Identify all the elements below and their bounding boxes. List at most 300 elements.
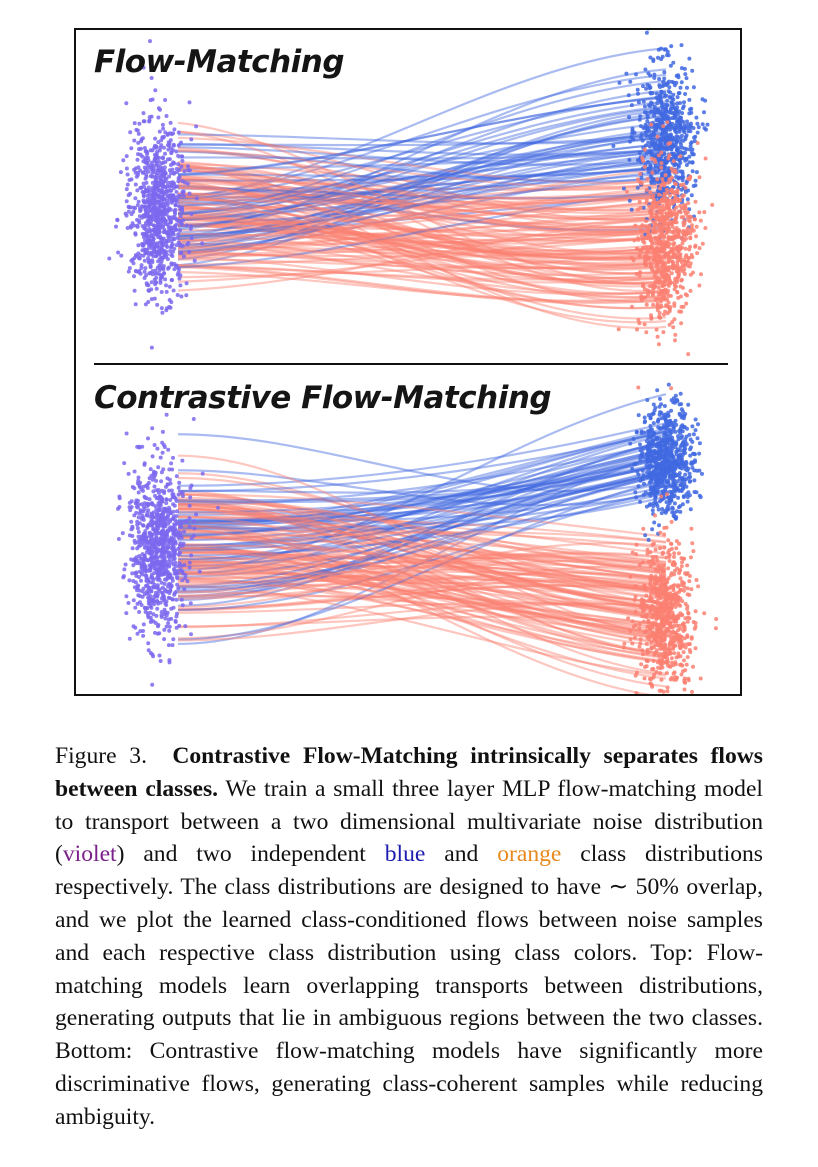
orange-class-point xyxy=(638,622,642,626)
noise-point xyxy=(150,683,154,687)
blue-class-point xyxy=(666,133,670,137)
noise-point xyxy=(155,447,159,451)
blue-class-point xyxy=(686,403,690,407)
blue-class-point xyxy=(655,101,659,105)
panel-title-flow-matching: Flow-Matching xyxy=(94,44,345,80)
blue-class-point xyxy=(679,86,683,90)
noise-point xyxy=(119,170,123,174)
orange-class-point xyxy=(645,288,649,292)
blue-class-point xyxy=(658,96,662,100)
orange-class-point xyxy=(617,327,621,331)
blue-class-point xyxy=(643,420,647,424)
noise-point xyxy=(162,220,166,224)
orange-class-point xyxy=(677,641,681,645)
noise-point xyxy=(175,509,179,513)
noise-point xyxy=(126,183,130,187)
orange-class-point xyxy=(689,231,693,235)
orange-class-point xyxy=(681,286,685,290)
noise-point xyxy=(134,561,138,565)
noise-point xyxy=(165,184,169,188)
noise-point xyxy=(162,489,166,493)
noise-point xyxy=(168,285,172,289)
orange-class-point xyxy=(643,255,647,259)
blue-class-point xyxy=(640,476,644,480)
noise-point xyxy=(144,149,148,153)
orange-class-point xyxy=(659,166,663,170)
blue-class-point xyxy=(678,115,682,119)
noise-point xyxy=(153,556,157,560)
blue-class-point xyxy=(698,441,702,445)
blue-class-point xyxy=(655,463,659,467)
orange-class-point xyxy=(670,271,674,275)
orange-class-point xyxy=(686,655,690,659)
blue-class-point xyxy=(630,131,634,135)
noise-point xyxy=(176,232,180,236)
orange-class-point xyxy=(687,593,691,597)
orange-class-point xyxy=(686,352,690,356)
orange-class-point xyxy=(693,627,697,631)
orange-class-point xyxy=(693,217,697,221)
orange-class-point xyxy=(681,669,685,673)
noise-point xyxy=(158,561,162,565)
blue-class-point xyxy=(682,425,686,429)
noise-point xyxy=(159,279,163,283)
noise-point xyxy=(144,576,148,580)
orange-class-point xyxy=(679,588,683,592)
noise-point xyxy=(146,596,150,600)
noise-point xyxy=(153,88,157,92)
noise-point xyxy=(136,585,140,589)
blue-class-point xyxy=(669,462,673,466)
blue-class-point xyxy=(690,466,694,470)
noise-point xyxy=(180,154,184,158)
blue-class-point xyxy=(685,120,689,124)
noise-point xyxy=(166,132,170,136)
orange-class-point xyxy=(650,589,654,593)
orange-class-point xyxy=(674,182,678,186)
noise-point xyxy=(183,576,187,580)
noise-point xyxy=(137,491,141,495)
blue-class-point xyxy=(655,388,659,392)
blue-class-point xyxy=(659,473,663,477)
orange-class-point xyxy=(654,204,658,208)
orange-class-point xyxy=(689,527,693,531)
blue-class-point xyxy=(678,466,682,470)
orange-class-point xyxy=(645,303,649,307)
blue-class-point xyxy=(665,99,669,103)
blue-class-point xyxy=(637,100,641,104)
noise-point xyxy=(137,535,141,539)
orange-class-point xyxy=(695,225,699,229)
blue-class-point xyxy=(667,171,671,175)
orange-class-point xyxy=(636,386,640,390)
orange-class-point xyxy=(634,674,638,678)
blue-class-point xyxy=(658,405,662,409)
orange-class-point xyxy=(644,219,648,223)
orange-class-point xyxy=(662,624,666,628)
noise-point xyxy=(166,538,170,542)
noise-point xyxy=(121,531,125,535)
noise-point xyxy=(150,598,154,602)
orange-class-point xyxy=(673,644,677,648)
noise-point xyxy=(137,515,141,519)
orange-class-point xyxy=(667,548,671,552)
noise-point xyxy=(182,587,186,591)
orange-class-point xyxy=(653,222,657,226)
caption-text-3: and xyxy=(425,841,498,868)
noise-point xyxy=(147,227,151,231)
blue-class-point xyxy=(628,140,632,144)
blue-class-point xyxy=(695,170,699,174)
orange-class-point xyxy=(685,663,689,667)
blue-class-point xyxy=(669,44,673,48)
noise-point xyxy=(162,229,166,233)
orange-class-point xyxy=(682,585,686,589)
blue-class-point xyxy=(683,437,687,441)
noise-point xyxy=(181,603,185,607)
noise-point xyxy=(145,200,149,204)
noise-point xyxy=(145,214,149,218)
noise-point xyxy=(117,537,121,541)
noise-point xyxy=(216,506,220,510)
noise-point xyxy=(163,250,167,254)
orange-class-point xyxy=(657,153,661,157)
blue-class-point xyxy=(659,90,663,94)
orange-class-point xyxy=(676,296,680,300)
orange-class-point xyxy=(662,546,666,550)
blue-class-point xyxy=(658,397,662,401)
noise-point xyxy=(178,229,182,233)
noise-point xyxy=(149,563,153,567)
orange-class-point xyxy=(643,295,647,299)
orange-class-point xyxy=(690,635,694,639)
noise-point xyxy=(155,524,159,528)
orange-class-point xyxy=(630,305,634,309)
noise-point xyxy=(201,472,205,476)
blue-class-point xyxy=(627,158,631,162)
orange-class-point xyxy=(702,611,706,615)
noise-point xyxy=(182,255,186,259)
orange-class-point xyxy=(649,677,653,681)
noise-point xyxy=(139,253,143,257)
orange-class-point xyxy=(697,284,701,288)
orange-class-point xyxy=(661,569,665,573)
blue-class-point xyxy=(663,110,667,114)
orange-class-point xyxy=(656,623,660,627)
noise-point xyxy=(182,169,186,173)
orange-class-point xyxy=(656,666,660,670)
noise-point xyxy=(188,561,192,565)
orange-class-point xyxy=(655,577,659,581)
blue-class-point xyxy=(677,120,681,124)
orange-class-point xyxy=(661,552,665,556)
orange-class-point xyxy=(687,579,691,583)
noise-point xyxy=(181,494,185,498)
noise-point xyxy=(147,259,151,263)
orange-class-point xyxy=(655,135,659,139)
orange-class-point xyxy=(643,630,647,634)
blue-class-point xyxy=(653,111,657,115)
orange-class-point xyxy=(658,629,662,633)
blue-class-point xyxy=(686,500,690,504)
noise-point xyxy=(175,243,179,247)
orange-class-point xyxy=(638,200,642,204)
noise-point xyxy=(152,206,156,210)
noise-point xyxy=(125,154,129,158)
blue-class-point xyxy=(646,114,650,118)
blue-class-point xyxy=(669,453,673,457)
blue-class-point xyxy=(656,144,660,148)
orange-class-point xyxy=(622,646,626,650)
orange-class-point xyxy=(642,620,646,624)
blue-class-point xyxy=(684,135,688,139)
blue-class-point xyxy=(685,461,689,465)
blue-class-point xyxy=(671,507,675,511)
blue-class-point xyxy=(631,137,635,141)
orange-class-point xyxy=(654,230,658,234)
blue-class-point xyxy=(685,76,689,80)
blue-class-point xyxy=(673,137,677,141)
noise-point xyxy=(171,502,175,506)
orange-class-point xyxy=(644,330,648,334)
noise-point xyxy=(149,606,153,610)
orange-class-point xyxy=(648,224,652,228)
orange-class-point xyxy=(652,542,656,546)
orange-class-point xyxy=(641,609,645,613)
noise-point xyxy=(180,536,184,540)
orange-class-point xyxy=(670,571,674,575)
noise-point xyxy=(176,293,180,297)
blue-class-point xyxy=(686,490,690,494)
orange-class-point xyxy=(696,141,700,145)
noise-point xyxy=(137,147,141,151)
noise-point xyxy=(138,570,142,574)
orange-class-point xyxy=(672,555,676,559)
noise-point xyxy=(172,593,176,597)
blue-class-point xyxy=(649,416,653,420)
orange-class-point xyxy=(680,564,684,568)
orange-class-point xyxy=(650,171,654,175)
blue-class-point xyxy=(692,478,696,482)
orange-class-point xyxy=(662,234,666,238)
blue-class-point xyxy=(659,101,663,105)
noise-point xyxy=(149,521,153,525)
orange-class-point xyxy=(665,587,669,591)
noise-point xyxy=(159,169,163,173)
noise-point xyxy=(158,578,162,582)
blue-class-point xyxy=(678,130,682,134)
blue-class-point xyxy=(667,89,671,93)
noise-point xyxy=(158,130,162,134)
orange-class-point xyxy=(660,260,664,264)
blue-class-point xyxy=(644,87,648,91)
noise-point xyxy=(179,251,183,255)
blue-class-point xyxy=(690,424,694,428)
orange-class-point xyxy=(659,209,663,213)
noise-point xyxy=(186,168,190,172)
orange-class-point xyxy=(662,611,666,615)
orange-class-point xyxy=(622,642,626,646)
orange-class-point xyxy=(658,546,662,550)
noise-point xyxy=(148,115,152,119)
orange-class-point xyxy=(666,620,670,624)
noise-point xyxy=(171,543,175,547)
orange-class-point xyxy=(673,660,677,664)
blue-class-point xyxy=(652,492,656,496)
orange-class-point xyxy=(680,215,684,219)
noise-point xyxy=(136,225,140,229)
noise-point xyxy=(132,624,136,628)
orange-class-point xyxy=(641,598,645,602)
noise-point xyxy=(170,492,174,496)
orange-class-point xyxy=(681,270,685,274)
orange-class-point xyxy=(664,582,668,586)
noise-point xyxy=(174,620,178,624)
orange-class-point xyxy=(684,302,688,306)
noise-point xyxy=(140,204,144,208)
noise-point xyxy=(124,611,128,615)
orange-class-point xyxy=(679,654,683,658)
blue-class-point xyxy=(677,163,681,167)
noise-point xyxy=(171,579,175,583)
noise-point xyxy=(174,217,178,221)
orange-class-point xyxy=(652,226,656,230)
orange-class-point xyxy=(686,571,690,575)
orange-class-point xyxy=(661,620,665,624)
noise-point xyxy=(180,520,184,524)
orange-class-point xyxy=(671,584,675,588)
orange-class-point xyxy=(641,527,645,531)
noise-point xyxy=(132,139,136,143)
blue-class-point xyxy=(690,193,694,197)
noise-point xyxy=(172,144,176,148)
orange-class-point xyxy=(659,641,663,645)
orange-class-point xyxy=(657,342,661,346)
noise-point xyxy=(158,542,162,546)
noise-point xyxy=(134,580,138,584)
orange-class-point xyxy=(629,637,633,641)
orange-class-point xyxy=(677,210,681,214)
orange-class-point xyxy=(655,640,659,644)
noise-point xyxy=(172,514,176,518)
noise-point xyxy=(167,582,171,586)
noise-point xyxy=(145,511,149,515)
orange-class-point xyxy=(653,158,657,162)
orange-class-point xyxy=(644,594,648,598)
noise-point xyxy=(184,293,188,297)
orange-class-point xyxy=(699,219,703,223)
blue-class-point xyxy=(678,159,682,163)
orange-class-point xyxy=(694,200,698,204)
orange-class-point xyxy=(677,551,681,555)
blue-class-point xyxy=(660,507,664,511)
noise-point xyxy=(169,220,173,224)
noise-point xyxy=(192,417,196,421)
blue-class-point xyxy=(686,495,690,499)
blue-class-point xyxy=(642,482,646,486)
noise-point xyxy=(171,597,175,601)
noise-point xyxy=(161,451,165,455)
orange-class-point xyxy=(670,176,674,180)
noise-point xyxy=(139,139,143,143)
orange-class-point xyxy=(694,646,698,650)
noise-point xyxy=(155,154,159,158)
orange-class-point xyxy=(686,620,690,624)
orange-class-point xyxy=(642,615,646,619)
noise-point xyxy=(162,523,166,527)
noise-point xyxy=(166,267,170,271)
noise-point xyxy=(145,591,149,595)
noise-point xyxy=(170,555,174,559)
noise-point xyxy=(154,504,158,508)
blue-class-point xyxy=(676,95,680,99)
noise-point xyxy=(188,192,192,196)
noise-point xyxy=(143,119,147,123)
noise-point xyxy=(165,244,169,248)
noise-point xyxy=(141,159,145,163)
orange-class-point xyxy=(698,175,702,179)
noise-point xyxy=(156,235,160,239)
blue-class-point xyxy=(643,104,647,108)
orange-class-point xyxy=(671,230,675,234)
noise-point xyxy=(134,233,138,237)
blue-class-point xyxy=(677,474,681,478)
noise-point xyxy=(153,144,157,148)
blue-class-point xyxy=(688,479,692,483)
orange-class-point xyxy=(625,190,629,194)
noise-point xyxy=(172,289,176,293)
noise-point xyxy=(169,518,173,522)
orange-class-point xyxy=(673,333,677,337)
noise-point xyxy=(165,625,169,629)
blue-class-point xyxy=(683,412,687,416)
blue-class-point xyxy=(642,126,646,130)
noise-point xyxy=(135,520,139,524)
noise-point xyxy=(167,215,171,219)
noise-point xyxy=(130,177,134,181)
noise-point xyxy=(142,563,146,567)
orange-class-point xyxy=(636,318,640,322)
noise-point xyxy=(177,493,181,497)
blue-class-point xyxy=(693,458,697,462)
noise-point xyxy=(189,137,193,141)
noise-point xyxy=(135,445,139,449)
noise-point xyxy=(144,610,148,614)
noise-point xyxy=(188,525,192,529)
blue-class-point xyxy=(678,125,682,129)
noise-point xyxy=(145,161,149,165)
noise-point xyxy=(149,98,153,102)
noise-point xyxy=(162,628,166,632)
orange-class-point xyxy=(663,297,667,301)
blue-class-point xyxy=(643,533,647,537)
orange-class-point xyxy=(667,301,671,305)
noise-point xyxy=(172,568,176,572)
orange-class-point xyxy=(695,578,699,582)
blue-class-point xyxy=(667,438,671,442)
orange-class-point xyxy=(689,289,693,293)
noise-point xyxy=(153,247,157,251)
noise-point xyxy=(174,561,178,565)
blue-class-point xyxy=(676,449,680,453)
noise-point xyxy=(150,426,154,430)
blue-class-point xyxy=(678,402,682,406)
noise-point xyxy=(134,171,138,175)
orange-class-point xyxy=(656,611,660,615)
orange-class-point xyxy=(665,205,669,209)
orange-class-point xyxy=(654,548,658,552)
orange-class-point xyxy=(677,228,681,232)
